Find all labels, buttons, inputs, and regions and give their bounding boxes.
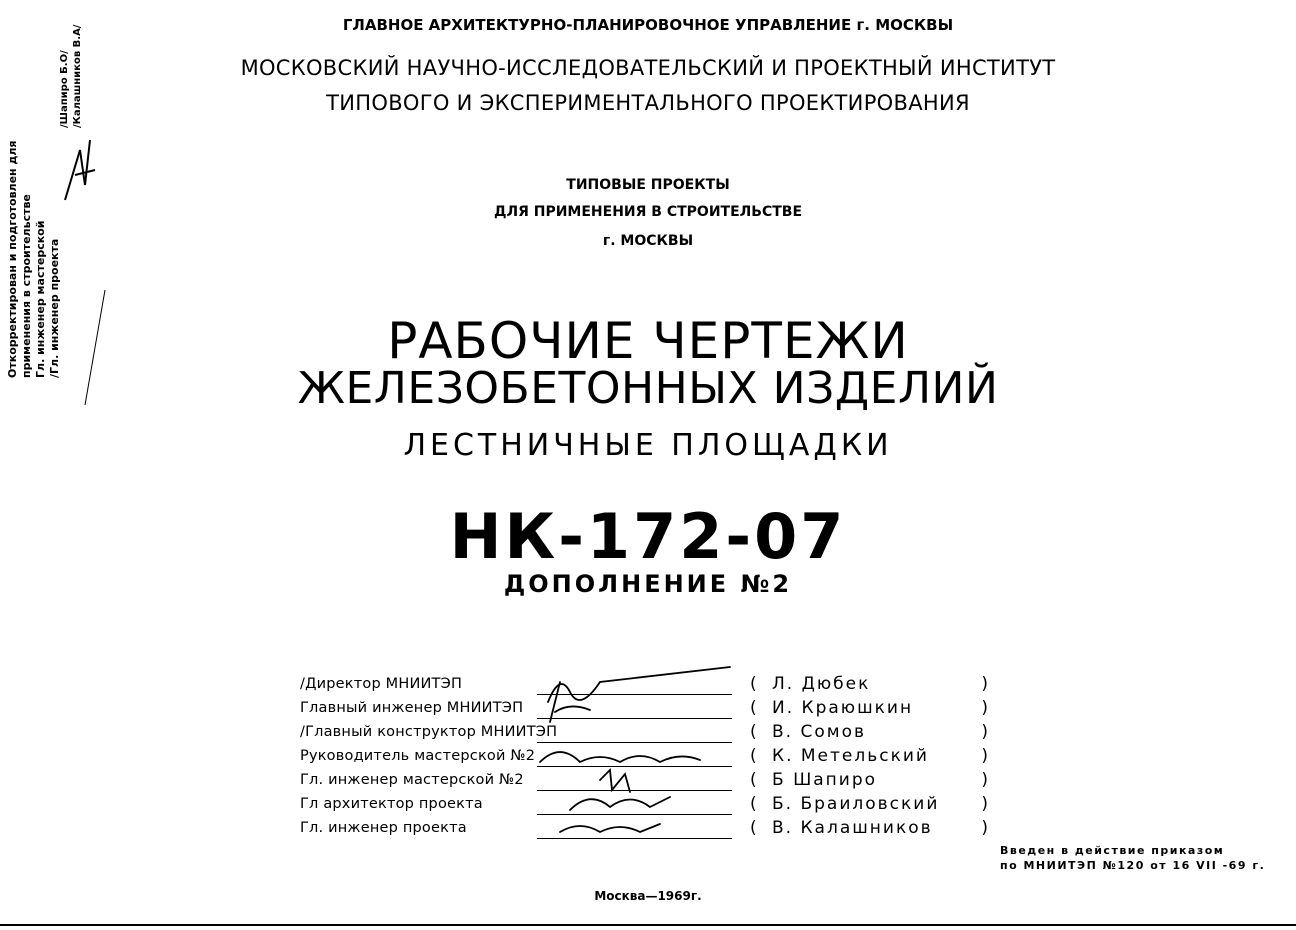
series-line-2: ДЛЯ ПРИМЕНЕНИЯ В СТРОИТЕЛЬСТВЕ — [493, 204, 803, 220]
margin-note-line: Откорректирован и подготовлен для — [6, 140, 19, 378]
series-line-3: г. МОСКВЫ — [602, 233, 694, 249]
series-line-1: ТИПОВЫЕ ПРОЕКТЫ — [566, 177, 730, 193]
signatory-role: /Директор МНИИТЭП — [300, 676, 463, 692]
stamp-line-1: Введен в действие приказом — [1000, 844, 1225, 857]
handwritten-signatures — [530, 662, 750, 842]
signatory-role: Гл архитектор проекта — [300, 796, 483, 812]
signatory-name: К. Метельский — [772, 746, 929, 766]
signatory-name: В. Калашников — [772, 818, 933, 838]
document-subtitle: ЛЕСТНИЧНЫЕ ПЛОЩАДКИ — [403, 428, 893, 463]
margin-note-line: Гл. инженер мастерской — [34, 220, 47, 378]
signatory-name: Л. Дюбек — [772, 674, 871, 694]
document-code: НК-172-07 — [449, 500, 847, 573]
institute-line-1: МОСКОВСКИЙ НАУЧНО-ИССЛЕДОВАТЕЛЬСКИЙ И ПРОЕКТНЫЙ ИНСТИТУТ — [240, 56, 1056, 80]
document-title-line-2: ЖЕЛЕЗОБЕТОННЫХ ИЗДЕЛИЙ — [297, 363, 999, 414]
signatory-role: /Главный конструктор МНИИТЭП — [300, 724, 558, 740]
city-year: Москва—1969г. — [594, 889, 702, 903]
document-title-line-1: РАБОЧИЕ ЧЕРТЕЖИ — [387, 312, 909, 370]
margin-note-line: применения в строительстве — [20, 194, 33, 378]
signatory-name: Б. Браиловский — [772, 794, 940, 814]
margin-note-line: /Гл. инженер проекта — [48, 238, 61, 378]
margin-signature — [60, 130, 100, 210]
signatory-role: Гл. инженер проекта — [300, 820, 467, 836]
supplement-label: ДОПОЛНЕНИЕ №2 — [503, 570, 793, 598]
stamp-line-2: по МНИИТЭП №120 от 16 VII -69 г. — [1000, 859, 1266, 872]
signatory-role: Главный инженер МНИИТЭП — [300, 700, 524, 716]
signatory-name: И. Краюшкин — [772, 698, 914, 718]
enactment-stamp — [1000, 843, 1265, 873]
signatory-name: В. Сомов — [772, 722, 866, 742]
signatory-role: Руководитель мастерской №2 — [300, 748, 536, 764]
signatory-name: Б Шапиро — [772, 770, 878, 790]
institute-line-2: ТИПОВОГО И ЭКСПЕРИМЕНТАЛЬНОГО ПРОЕКТИРОВАНИЯ — [326, 91, 970, 115]
margin-note-name: /Шапиро Б.О/ — [59, 50, 70, 128]
authority-heading: ГЛАВНОЕ АРХИТЕКТУРНО-ПЛАНИРОВОЧНОЕ УПРАВЛЕНИЕ г. МОСКВЫ — [342, 16, 954, 34]
signatory-role: Гл. инженер мастерской №2 — [300, 772, 524, 788]
margin-note-name: /Калашников В.А/ — [72, 24, 83, 128]
bottom-rule — [0, 924, 1296, 926]
signature-block: /Директор МНИИТЭП ( Л. Дюбек ) Главный инженер МНИИТЭП ( И. Краюшкин ) /Главный конструктор МНИИТЭП ( В. Сомов ) Руководитель мастерской №2 ( К. Метельский ) Гл. инженер мастерской №2 ( Б Шапиро ) Гл архитектор проекта ( Б. Браиловский ) Гл. инженер проекта ( В. Калашников ) — [300, 676, 1000, 846]
